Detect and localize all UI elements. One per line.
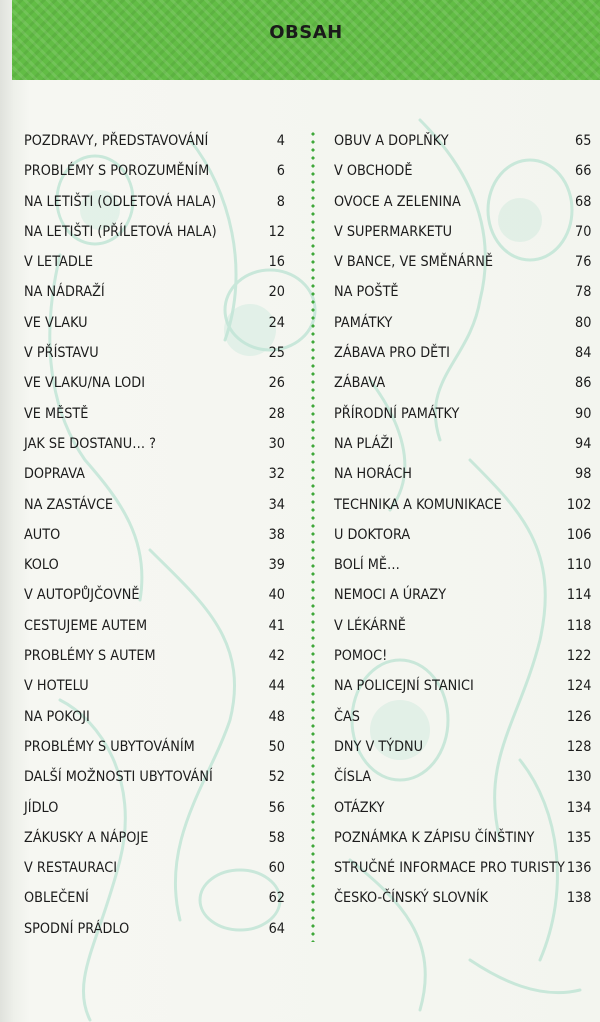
toc-entry-title: V SUPERMARKETU <box>334 223 452 240</box>
toc-entry <box>334 883 592 913</box>
toc-entry <box>334 187 592 217</box>
toc-page-number: 6 <box>276 163 285 180</box>
toc-entry-title: NA POLICEJNÍ STANICI <box>334 678 474 695</box>
toc-entry-title: OVOCE A ZELENINA <box>334 193 461 210</box>
toc-entry-title: POZDRAVY, PŘEDSTAVOVÁNÍ <box>24 133 209 149</box>
toc-entry-title: NA HORÁCH <box>334 466 412 483</box>
toc-entry-title: NA LETIŠTI (PŘÍLETOVÁ HALA) <box>24 223 217 240</box>
toc-page-number: 50 <box>268 738 285 755</box>
toc-entry-title: POMOC! <box>334 648 388 665</box>
toc-page-number: 70 <box>575 223 592 240</box>
toc-page-number: 135 <box>566 829 592 846</box>
toc-entry-title: DOPRAVA <box>24 466 85 483</box>
toc-entry <box>24 823 285 853</box>
toc-entry-title: KOLO <box>24 557 59 574</box>
toc-entry-title: JAK SE DOSTANU… ? <box>24 435 156 452</box>
toc-entry <box>24 247 285 277</box>
toc-entry <box>334 671 592 701</box>
toc-entry <box>334 641 592 671</box>
toc-entry <box>334 247 592 277</box>
toc-page-number: 136 <box>566 860 592 877</box>
toc-entry-title: NA ZASTÁVCE <box>24 496 114 513</box>
toc-entry-title: V LÉKÁRNĚ <box>334 617 406 634</box>
toc-entry-title: NEMOCI A ÚRAZY <box>334 587 447 604</box>
toc-page-number: 84 <box>575 345 592 362</box>
toc-page-number: 124 <box>566 678 592 695</box>
toc-entry-title: NA POŠTĚ <box>334 284 399 301</box>
toc-entry <box>334 550 592 580</box>
toc-page-number: 40 <box>268 587 285 604</box>
toc-page-number: 110 <box>566 557 592 574</box>
toc-page-number: 94 <box>575 435 592 452</box>
toc-entry-title: PROBLÉMY S UBYTOVÁNÍM <box>24 738 195 755</box>
toc-page-number: 26 <box>268 375 285 392</box>
toc-page-number: 28 <box>268 405 285 422</box>
toc-entry <box>334 459 592 489</box>
toc-page-number: 118 <box>566 617 592 634</box>
toc-entry <box>24 580 285 610</box>
toc-page-number: 58 <box>268 829 285 846</box>
toc-page-number: 20 <box>268 284 285 301</box>
toc-entry <box>334 853 592 883</box>
toc-entry-title: V AUTOPŮJČOVNĚ <box>24 587 140 604</box>
toc-entry-title: VE VLAKU/NA LODI <box>24 375 146 392</box>
toc-page-number: 44 <box>268 678 285 695</box>
toc-entry <box>24 732 285 762</box>
toc-entry-title: VE VLAKU <box>24 314 88 331</box>
toc-entry <box>24 611 285 641</box>
toc-entry <box>334 156 592 186</box>
toc-entry-title: OTÁZKY <box>334 799 385 816</box>
toc-left-column <box>24 126 286 944</box>
toc-entry-title: OBUV A DOPLŇKY <box>334 133 449 149</box>
toc-entry <box>334 429 592 459</box>
toc-page-number: 24 <box>268 314 285 331</box>
toc-entry-title: ZÁBAVA <box>334 375 386 392</box>
toc-page-number: 90 <box>575 405 592 422</box>
toc-right-column <box>334 126 592 914</box>
toc-entry <box>24 793 285 823</box>
toc-entry <box>334 762 592 792</box>
toc-page-number: 30 <box>268 435 285 452</box>
toc-entry-title: DALŠÍ MOŽNOSTI UBYTOVÁNÍ <box>24 769 213 786</box>
toc-entry <box>24 338 285 368</box>
toc-page-number: 80 <box>575 314 592 331</box>
toc-page-number: 38 <box>268 526 285 543</box>
toc-entry-title: ZÁBAVA PRO DĚTI <box>334 345 450 362</box>
toc-page-number: 64 <box>268 920 285 937</box>
toc-entry-title: PROBLÉMY S POROZUMĚNÍM <box>24 163 210 180</box>
toc-entry <box>334 732 592 762</box>
toc-entry-title: V RESTAURACI <box>24 860 117 877</box>
toc-entry <box>24 550 285 580</box>
toc-page-number: 114 <box>566 587 592 604</box>
toc-entry <box>334 399 592 429</box>
toc-entry-title: ČAS <box>334 708 360 725</box>
toc-entry-title: JÍDLO <box>24 799 59 816</box>
toc-entry <box>334 217 592 247</box>
toc-entry <box>24 429 285 459</box>
toc-entry-title: V OBCHODĚ <box>334 163 413 180</box>
toc-entry-title: ČESKO-ČÍNSKÝ SLOVNÍK <box>334 890 489 907</box>
toc-page-number: 68 <box>575 193 592 210</box>
toc-entry-title: OBLEČENÍ <box>24 890 89 907</box>
toc-entry <box>24 277 285 307</box>
toc-page-number: 16 <box>268 254 285 271</box>
toc-entry-title: CESTUJEME AUTEM <box>24 617 148 634</box>
toc-entry-title: STRUČNÉ INFORMACE PRO TURISTY <box>334 860 565 877</box>
toc-entry <box>24 762 285 792</box>
toc-page-number: 98 <box>575 466 592 483</box>
toc-entry-title: TECHNIKA A KOMUNIKACE <box>334 496 502 513</box>
toc-entry <box>24 914 285 944</box>
toc-entry <box>24 671 285 701</box>
toc-page-number: 126 <box>566 708 592 725</box>
toc-entry <box>334 580 592 610</box>
toc-page-number: 8 <box>276 193 285 210</box>
toc-entry <box>24 126 285 156</box>
toc-page-number: 62 <box>268 890 285 907</box>
toc-entry-title: BOLÍ MĚ… <box>334 557 400 574</box>
toc-entry <box>24 883 285 913</box>
toc-page-number: 48 <box>268 708 285 725</box>
toc-entry-title: PAMÁTKY <box>334 314 393 331</box>
toc-entry-title: NA POKOJI <box>24 708 90 725</box>
toc-entry <box>24 490 285 520</box>
toc-entry <box>24 368 285 398</box>
toc-entry <box>334 611 592 641</box>
toc-page-number: 25 <box>268 345 285 362</box>
toc-entry <box>334 308 592 338</box>
toc-entry-title: V PŘÍSTAVU <box>24 345 99 362</box>
toc-page-number: 122 <box>566 648 592 665</box>
toc-entry <box>334 823 592 853</box>
toc-entry <box>24 641 285 671</box>
toc-entry <box>24 308 285 338</box>
toc-page-number: 66 <box>575 163 592 180</box>
toc-entry-title: NA PLÁŽI <box>334 435 394 452</box>
toc-page-number: 76 <box>575 254 592 271</box>
toc-entry-title: NA LETIŠTI (ODLETOVÁ HALA) <box>24 193 217 210</box>
toc-entry <box>24 156 285 186</box>
toc-entry-title: DNY V TÝDNU <box>334 738 424 755</box>
toc-page-number: 56 <box>268 799 285 816</box>
toc-page-number: 39 <box>268 557 285 574</box>
page-title: OBSAH <box>269 22 343 43</box>
toc-entry <box>334 277 592 307</box>
dotted-divider <box>311 130 315 942</box>
toc-entry <box>334 338 592 368</box>
toc-entry-title: V BANCE, VE SMĚNÁRNĚ <box>334 254 493 271</box>
toc-entry-title: POZNÁMKA K ZÁPISU ČÍNŠTINY <box>334 829 535 846</box>
toc-page-number: 130 <box>566 769 592 786</box>
toc-page-number: 52 <box>268 769 285 786</box>
toc-page-number: 41 <box>268 617 285 634</box>
toc-page-number: 138 <box>566 890 592 907</box>
toc-page-number: 42 <box>268 648 285 665</box>
toc-entry-title: NA NÁDRAŽÍ <box>24 284 105 301</box>
toc-page-number: 34 <box>268 496 285 513</box>
toc-entry-title: VE MĚSTĚ <box>24 405 89 422</box>
toc-page-number: 4 <box>276 133 285 149</box>
toc-entry <box>24 187 285 217</box>
toc-entry-title: ČÍSLA <box>334 769 372 786</box>
toc-entry-title: PROBLÉMY S AUTEM <box>24 648 156 665</box>
toc-entry-title: PŘÍRODNÍ PAMÁTKY <box>334 405 460 422</box>
toc-entry-title: V LETADLE <box>24 254 94 271</box>
toc-entry <box>24 217 285 247</box>
toc-entry-title: ZÁKUSKY A NÁPOJE <box>24 829 149 846</box>
toc-entry <box>24 399 285 429</box>
toc-entry <box>334 702 592 732</box>
toc-page-number: 102 <box>566 496 592 513</box>
toc-entry <box>334 490 592 520</box>
toc-entry <box>24 853 285 883</box>
toc-page-number: 65 <box>575 133 592 149</box>
toc-entry <box>24 459 285 489</box>
toc-page-number: 12 <box>268 223 285 240</box>
toc-page-number: 134 <box>566 799 592 816</box>
toc-entry-title: V HOTELU <box>24 678 89 695</box>
toc-page-number: 78 <box>575 284 592 301</box>
toc-entry-title: SPODNÍ PRÁDLO <box>24 920 130 937</box>
toc-page-number: 60 <box>268 860 285 877</box>
toc-entry <box>334 520 592 550</box>
toc-entry <box>334 793 592 823</box>
toc-entry-title: U DOKTORA <box>334 526 411 543</box>
toc-entry <box>24 520 285 550</box>
toc-page-number: 128 <box>566 738 592 755</box>
toc-entry <box>24 702 285 732</box>
toc-entry <box>334 368 592 398</box>
toc-page-number: 106 <box>566 526 592 543</box>
toc-entry-title: AUTO <box>24 526 61 543</box>
toc-page-number: 32 <box>268 466 285 483</box>
toc-page-number: 86 <box>575 375 592 392</box>
toc-entry <box>334 126 592 156</box>
